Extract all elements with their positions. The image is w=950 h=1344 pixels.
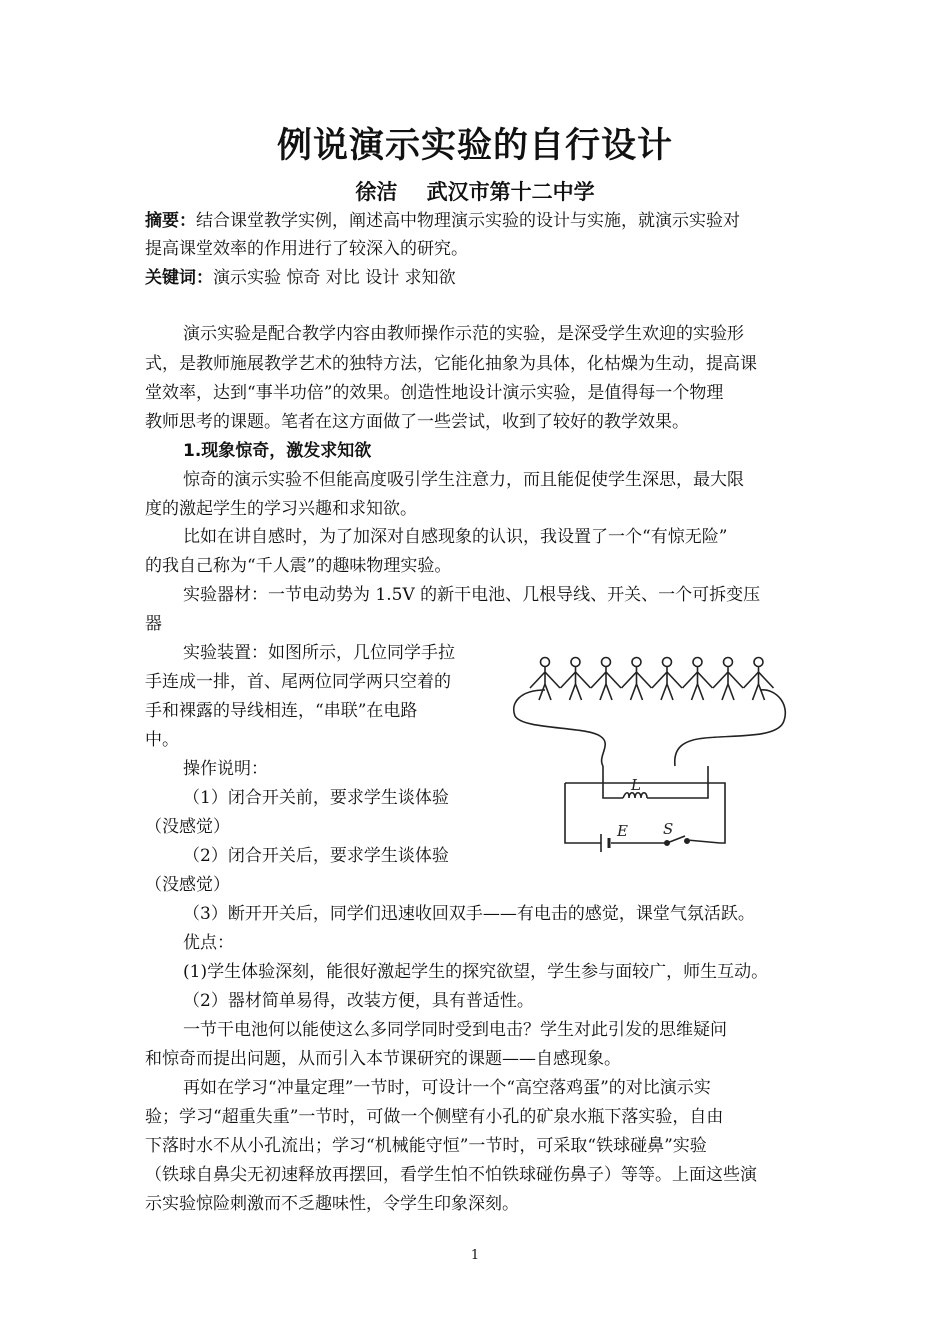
abstract-label: 摘要： xyxy=(145,211,196,231)
paragraph-line: 验；学习“超重失重”一节时，可做一个侧壁有小孔的矿泉水瓶下落实验，自由 xyxy=(145,1107,724,1127)
students-row xyxy=(530,658,774,701)
apparatus-line: 中。 xyxy=(145,730,179,750)
paragraph-line: （铁球自鼻尖无初速释放再摆回，看学生怕不怕铁球碰伤鼻子）等等。上面这些演 xyxy=(145,1165,757,1185)
materials-line: 器 xyxy=(145,614,162,634)
switch-label: S xyxy=(663,820,674,838)
wire-loop xyxy=(514,690,786,766)
advantages-label: 优点： xyxy=(183,933,234,953)
apparatus-line: 手和裸露的导线相连，“串联”在电路 xyxy=(145,701,418,721)
student-figure xyxy=(683,658,713,701)
operation-step: （2）闭合开关后，要求学生谈体验 xyxy=(183,846,449,866)
abstract-line-1: 摘要：结合课堂教学实例，阐述高中物理演示实验的设计与实施，就演示实验对 xyxy=(145,211,740,231)
paragraph-line: 惊奇的演示实验不但能高度吸引学生注意力，而且能促使学生深思，最大限 xyxy=(183,470,744,490)
student-figure xyxy=(561,658,591,701)
inductor-label: L xyxy=(631,776,641,794)
keywords-label: 关键词： xyxy=(145,268,213,288)
advantage-item: (1)学生体验深刻，能很好激起学生的探究欲望，学生参与面较广，师生互动。 xyxy=(183,962,769,982)
abstract-line-2: 提高课堂效率的作用进行了较深入的研究。 xyxy=(145,239,468,259)
page-title: 例说演示实验的自行设计 xyxy=(276,126,673,166)
apparatus-line: 实验装置：如图所示，几位同学手拉 xyxy=(183,643,455,663)
paragraph-line: 的我自己称为“千人震”的趣味物理实验。 xyxy=(145,556,452,576)
paragraph-line: 一节干电池何以能使这么多同学同时受到电击？学生对此引发的思维疑问 xyxy=(183,1020,727,1040)
circuit-figure xyxy=(505,648,795,858)
student-figure xyxy=(713,658,743,701)
switch-contact xyxy=(685,839,689,843)
materials-line: 实验器材：一节电动势为 1.5V 的新干电池、几根导线、开关、一个可拆变压 xyxy=(183,585,761,605)
circuit-wires xyxy=(565,766,725,843)
paragraph-line: 再如在学习“冲量定理”一节时，可设计一个“高空落鸡蛋”的对比演示实 xyxy=(183,1078,711,1098)
paragraph-line: 比如在讲自感时，为了加深对自感现象的认识，我设置了一个“有惊无险” xyxy=(183,527,728,547)
operation-label: 操作说明： xyxy=(183,759,268,779)
operation-step: （没感觉） xyxy=(145,875,230,895)
apparatus-line: 手连成一排，首、尾两位同学两只空着的 xyxy=(145,672,451,692)
intro-line: 教师思考的课题。笔者在这方面做了一些尝试，收到了较好的教学效果。 xyxy=(145,412,689,432)
battery-label: E xyxy=(617,822,628,840)
paragraph-line: 和惊奇而提出问题，从而引入本节课研究的课题——自感现象。 xyxy=(145,1049,621,1069)
student-figure xyxy=(530,658,560,701)
student-figure xyxy=(744,658,774,701)
operation-step: （3）断开开关后，同学们迅速收回双手——有电击的感觉，课堂气氛活跃。 xyxy=(183,904,755,924)
advantage-item: （2）器材简单易得，改装方便，具有普适性。 xyxy=(183,991,534,1011)
intro-line: 演示实验是配合教学内容由教师操作示范的实验，是深受学生欢迎的实验形 xyxy=(183,324,744,344)
paragraph-line: 示实验惊险刺激而不乏趣味性，令学生印象深刻。 xyxy=(145,1194,519,1214)
page-number: 1 xyxy=(470,1248,480,1263)
keywords-line: 关键词：演示实验 惊奇 对比 设计 求知欲 xyxy=(145,268,456,288)
student-figure xyxy=(591,658,621,701)
operation-step: （没感觉） xyxy=(145,817,230,837)
student-figure xyxy=(622,658,652,701)
student-figure xyxy=(652,658,682,701)
paragraph-line: 度的激起学生的学习兴趣和求知欲。 xyxy=(145,499,417,519)
operation-step: （1）闭合开关前，要求学生谈体验 xyxy=(183,788,449,808)
intro-line: 堂效率，达到“事半功倍”的效果。创造性地设计演示实验，是值得每一个物理 xyxy=(145,383,724,403)
section-heading: 1.现象惊奇，激发求知欲 xyxy=(183,441,372,461)
intro-line: 式，是教师施展教学艺术的独特方法，它能化抽象为具体，化枯燥为生动，提高课 xyxy=(145,354,757,374)
paragraph-line: 下落时水不从小孔流出；学习“机械能守恒”一节时，可采取“铁球碰鼻”实验 xyxy=(145,1136,707,1156)
author-line: 徐洁 武汉市第十二中学 xyxy=(355,180,595,204)
